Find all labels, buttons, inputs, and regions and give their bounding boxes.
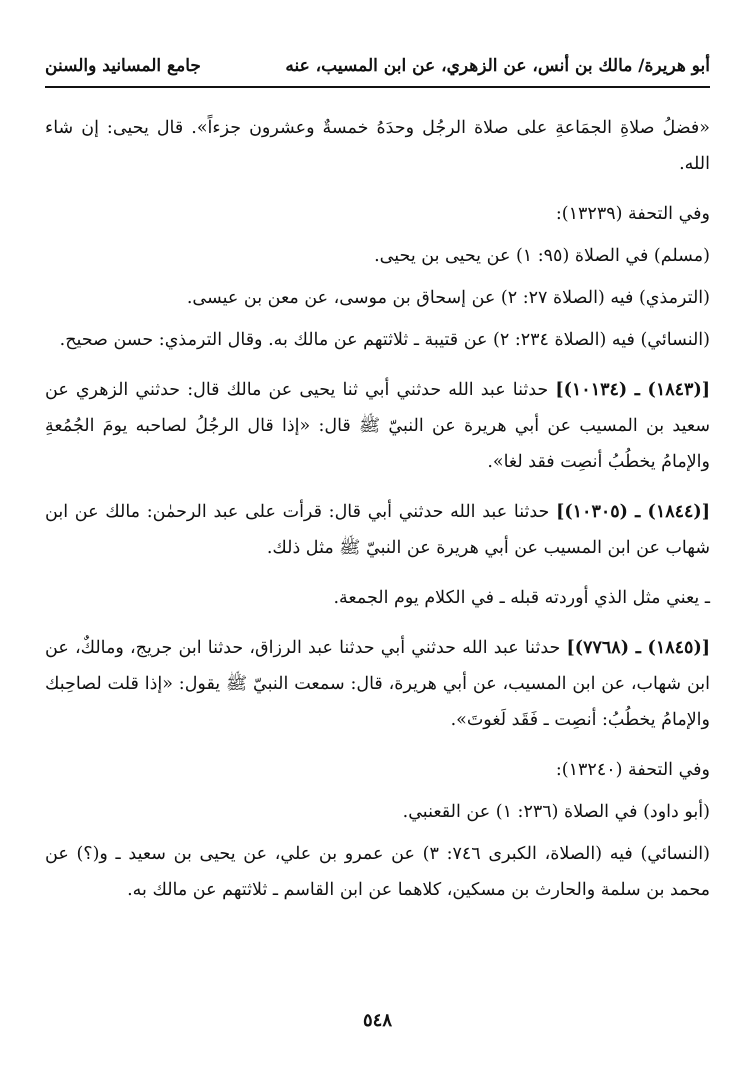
header-chapter-title: أبو هريرة/ مالك بن أنس، عن الزهري، عن ابن المسيب، عنه xyxy=(285,56,710,76)
paragraph-text: (أبو داود) في الصلاة (٢٣٦: ١) عن القعنبي. xyxy=(402,802,710,822)
paragraph-text: (النسائي) فيه (الصلاة، الكبرى ٧٤٦: ٣) عن عمرو بن علي، عن يحيى بن سعيد ـ و(؟) عن محمد بن سلمة والحارث بن مسكين، كلاهما عن ابن القاسم ـ ثلاثتهم عن مالك به. xyxy=(45,844,710,900)
paragraph-hadith-1843 xyxy=(45,372,710,480)
paragraph-text: (الترمذي) فيه (الصلاة ٢٧: ٢) عن إسحاق بن موسى، عن معن بن عيسى. xyxy=(186,288,710,308)
paragraph-tuhfa-ref xyxy=(45,196,710,232)
paragraph-text: (مسلم) في الصلاة (٩٥: ١) عن يحيى بن يحيى. xyxy=(374,246,710,266)
hadith-number: [(١٨٤٥) ـ (٧٧٦٨)] xyxy=(566,638,710,658)
header-book-title: جامع المسانيد والسنن xyxy=(45,56,201,76)
book-page xyxy=(45,52,710,1052)
page-number: ٥٤٨ xyxy=(362,1010,392,1031)
paragraph-hadith-1845 xyxy=(45,630,710,738)
paragraph-text: وفي التحفة (١٣٢٤٠): xyxy=(555,760,710,780)
paragraph-text: «فضلُ صلاةِ الجمَاعةِ على صلاة الرجُل وحدَهُ خمسةٌ وعشرون جزءاً». قال يحيى: إن شاء الله. xyxy=(45,118,710,174)
hadith-number: [(١٨٤٤) ـ (١٠٣٠٥)] xyxy=(556,502,710,522)
paragraph-hadith-1844 xyxy=(45,494,710,566)
paragraph-source-nasai xyxy=(45,836,710,908)
paragraph-text: (النسائي) فيه (الصلاة ٢٣٤: ٢) عن قتيبة ـ ثلاثتهم عن مالك به. وقال الترمذي: حسن صحيح. xyxy=(59,330,710,350)
paragraph-explanation xyxy=(45,580,710,616)
paragraph-text: ـ يعني مثل الذي أوردته قبله ـ في الكلام يوم الجمعة. xyxy=(333,588,710,608)
paragraph-text: حدثنا عبد الله حدثني أبي ثنا يحيى عن مالك قال: حدثني الزهري عن سعيد بن المسيب عن أبي هريرة عن النبيّ ﷺ قال: «إذا قال الرجُلُ لصاحبه يومَ الجُمُعةِ والإمامُ يخطُبُ أنصِت فقد لغا». xyxy=(45,380,710,472)
page-body xyxy=(45,110,710,908)
running-header xyxy=(45,52,710,88)
hadith-number: [(١٨٤٣) ـ (١٠١٣٤)] xyxy=(555,380,710,400)
paragraph-source-nasai xyxy=(45,322,710,358)
paragraph-source-abu-dawud xyxy=(45,794,710,830)
paragraph-text: حدثنا عبد الله حدثني أبي حدثنا عبد الرزاق، حدثنا ابن جريج، ومالكٌ، عن ابن شهاب، عن ابن المسيب، عن أبي هريرة، قال: سمعت النبيّ ﷺ يقول: «إذا قلت لصاحِبك والإمامُ يخطُبُ: أنصِت ـ فَقَد لَغوتَ». xyxy=(45,638,710,730)
paragraph-text: حدثنا عبد الله حدثني أبي قال: قرأت على عبد الرحمٰن: مالك عن ابن شهاب عن ابن المسيب عن أبي هريرة عن النبيّ ﷺ مثل ذلك. xyxy=(45,502,710,558)
paragraph-tuhfa-ref xyxy=(45,752,710,788)
paragraph-text: وفي التحفة (١٣٢٣٩): xyxy=(555,204,710,224)
paragraph-source-muslim xyxy=(45,238,710,274)
paragraph-hadith-text-continued xyxy=(45,110,710,182)
paragraph-source-tirmidhi xyxy=(45,280,710,316)
